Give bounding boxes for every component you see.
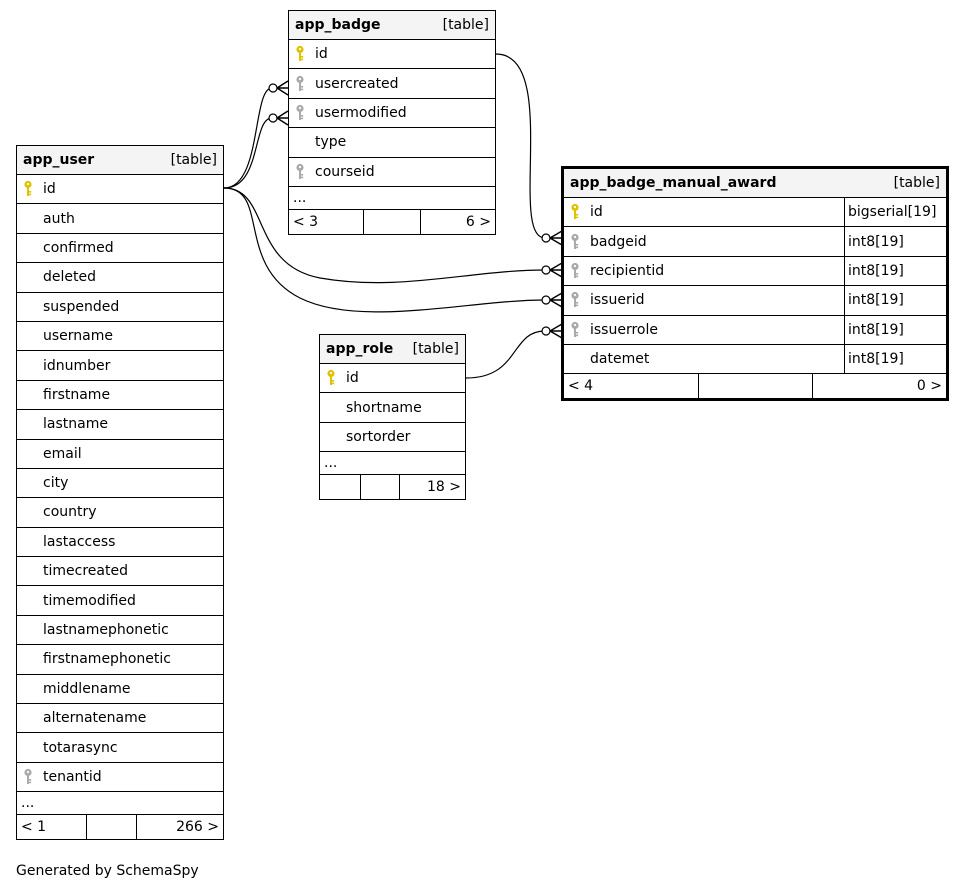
column-row-firstnamephonetic[interactable] — [17, 645, 223, 674]
column-row-usercreated[interactable] — [289, 69, 495, 98]
more-columns-ellipsis[interactable]: ... — [320, 452, 465, 475]
column-name: lastnamephonetic — [43, 622, 169, 639]
column-name: auth — [43, 210, 75, 227]
column-row-issuerid[interactable] — [564, 286, 946, 315]
table-header — [17, 146, 223, 175]
table-footer — [17, 815, 223, 839]
column-row-recipientid[interactable] — [564, 257, 946, 286]
column-row-username[interactable] — [17, 322, 223, 351]
column-row-usermodified[interactable] — [289, 99, 495, 128]
column-name: usermodified — [315, 104, 407, 121]
column-name: datemet — [590, 351, 650, 368]
column-row-alternatename[interactable] — [17, 704, 223, 733]
crowfoot — [277, 111, 288, 125]
edge-user-badge-usercreated — [224, 88, 272, 188]
column-type: int8[19] — [848, 292, 904, 309]
edge-end-circle — [542, 234, 550, 242]
edge-badge-award-badgeid — [496, 54, 545, 238]
column-name: deleted — [43, 269, 96, 286]
table-name: app_role — [326, 341, 394, 357]
column-name: id — [43, 181, 56, 198]
edge-end-circle — [269, 84, 277, 92]
column-name: middlename — [43, 680, 131, 697]
table-footer — [289, 210, 495, 234]
column-name: recipientid — [590, 262, 665, 279]
column-name: badgeid — [590, 233, 647, 250]
primary-key-icon — [326, 369, 346, 387]
table-header — [289, 11, 495, 40]
column-name: firstnamephonetic — [43, 651, 171, 668]
column-name: issuerid — [590, 292, 645, 309]
column-name: issuerrole — [590, 321, 658, 338]
parents-count[interactable]: < 4 — [568, 378, 594, 395]
column-row-issuerrole[interactable] — [564, 316, 946, 345]
column-type: int8[19] — [848, 262, 904, 279]
column-row-timecreated[interactable] — [17, 557, 223, 586]
column-name: id — [315, 46, 328, 63]
column-name: firstname — [43, 386, 111, 403]
column-name: suspended — [43, 298, 120, 315]
edge-user-badge-usermodified — [224, 118, 272, 188]
edge-end-circle — [269, 114, 277, 122]
table-header — [564, 169, 946, 198]
column-row-deleted[interactable] — [17, 263, 223, 292]
column-name: email — [43, 445, 82, 462]
column-row-confirmed[interactable] — [17, 234, 223, 263]
table-app-role[interactable] — [319, 334, 466, 500]
column-name: lastaccess — [43, 533, 116, 550]
column-name: sortorder — [346, 428, 411, 445]
column-row-auth[interactable] — [17, 204, 223, 233]
children-count[interactable]: 266 > — [136, 815, 223, 839]
foreign-key-icon — [570, 321, 590, 339]
table-footer — [320, 475, 465, 499]
column-name: lastname — [43, 416, 108, 433]
edge-end-circle — [542, 296, 550, 304]
column-name: shortname — [346, 399, 422, 416]
table-app-badge-manual-award[interactable] — [561, 166, 949, 401]
column-name: courseid — [315, 163, 375, 180]
column-row-datemet[interactable] — [564, 345, 946, 374]
column-row-middlename[interactable] — [17, 675, 223, 704]
column-row-courseid[interactable] — [289, 158, 495, 187]
more-columns-ellipsis[interactable]: ... — [289, 187, 495, 210]
edge-role-award-issuerrole — [466, 331, 545, 378]
table-kind: [table] — [170, 152, 217, 168]
column-name: type — [315, 134, 347, 151]
table-footer — [564, 374, 946, 398]
edge-end-circle — [542, 327, 550, 335]
column-type: int8[19] — [848, 351, 904, 368]
more-columns-ellipsis[interactable]: ... — [17, 792, 223, 815]
primary-key-icon — [295, 45, 315, 63]
column-type: int8[19] — [848, 321, 904, 338]
column-name: usercreated — [315, 75, 399, 92]
column-name: timecreated — [43, 563, 128, 580]
children-count[interactable]: 6 > — [420, 210, 495, 234]
column-type: bigserial[19] — [848, 204, 937, 221]
parents-count[interactable] — [320, 475, 360, 499]
foreign-key-icon — [570, 262, 590, 280]
column-name: city — [43, 475, 69, 492]
column-row-lastname[interactable] — [17, 410, 223, 439]
children-count[interactable]: 18 > — [399, 475, 465, 499]
crowfoot — [277, 81, 288, 95]
column-row-email[interactable] — [17, 440, 223, 469]
parents-count[interactable]: < 3 — [293, 213, 319, 230]
foreign-key-icon — [23, 768, 43, 786]
column-row-lastnamephonetic[interactable] — [17, 616, 223, 645]
column-row-lastaccess[interactable] — [17, 528, 223, 557]
foreign-key-icon — [295, 75, 315, 93]
column-name: idnumber — [43, 357, 111, 374]
column-row-tenantid[interactable] — [17, 763, 223, 792]
generated-by-label: Generated by SchemaSpy — [16, 863, 199, 879]
foreign-key-icon — [570, 291, 590, 309]
primary-key-icon — [23, 180, 43, 198]
column-name: totarasync — [43, 739, 118, 756]
column-name: country — [43, 504, 97, 521]
column-name: timemodified — [43, 592, 136, 609]
table-kind: [table] — [412, 341, 459, 357]
column-name: id — [590, 204, 603, 221]
column-row-city[interactable] — [17, 469, 223, 498]
table-app-badge[interactable] — [288, 10, 496, 235]
primary-key-icon — [570, 203, 590, 221]
column-name: tenantid — [43, 769, 102, 785]
column-row-sortorder[interactable] — [320, 423, 465, 452]
foreign-key-icon — [570, 233, 590, 251]
foreign-key-icon — [295, 163, 315, 181]
table-name: app_badge_manual_award — [570, 175, 777, 191]
column-name: confirmed — [43, 239, 114, 256]
column-row-id[interactable] — [17, 175, 223, 204]
column-row-badgeid[interactable] — [564, 227, 946, 256]
column-name: alternatename — [43, 710, 147, 727]
column-row-type[interactable] — [289, 128, 495, 157]
table-kind: [table] — [442, 17, 489, 33]
table-name: app_badge — [295, 17, 381, 33]
foreign-key-icon — [295, 104, 315, 122]
column-name: id — [346, 370, 359, 387]
column-name: username — [43, 328, 113, 345]
table-app-user[interactable] — [16, 145, 224, 840]
column-row-id[interactable] — [564, 198, 946, 227]
table-header — [320, 335, 465, 364]
column-row-idnumber[interactable] — [17, 351, 223, 380]
column-row-country[interactable] — [17, 498, 223, 527]
column-type: int8[19] — [848, 233, 904, 250]
table-name: app_user — [23, 152, 95, 168]
table-kind: [table] — [893, 175, 940, 191]
column-row-totarasync[interactable] — [17, 733, 223, 762]
children-count[interactable]: 0 > — [812, 374, 946, 398]
column-row-firstname[interactable] — [17, 381, 223, 410]
column-row-shortname[interactable] — [320, 393, 465, 422]
column-row-suspended[interactable] — [17, 293, 223, 322]
column-row-timemodified[interactable] — [17, 586, 223, 615]
edge-end-circle — [542, 266, 550, 274]
column-row-id[interactable] — [289, 40, 495, 69]
parents-count[interactable]: < 1 — [21, 819, 47, 836]
column-row-id[interactable] — [320, 364, 465, 393]
